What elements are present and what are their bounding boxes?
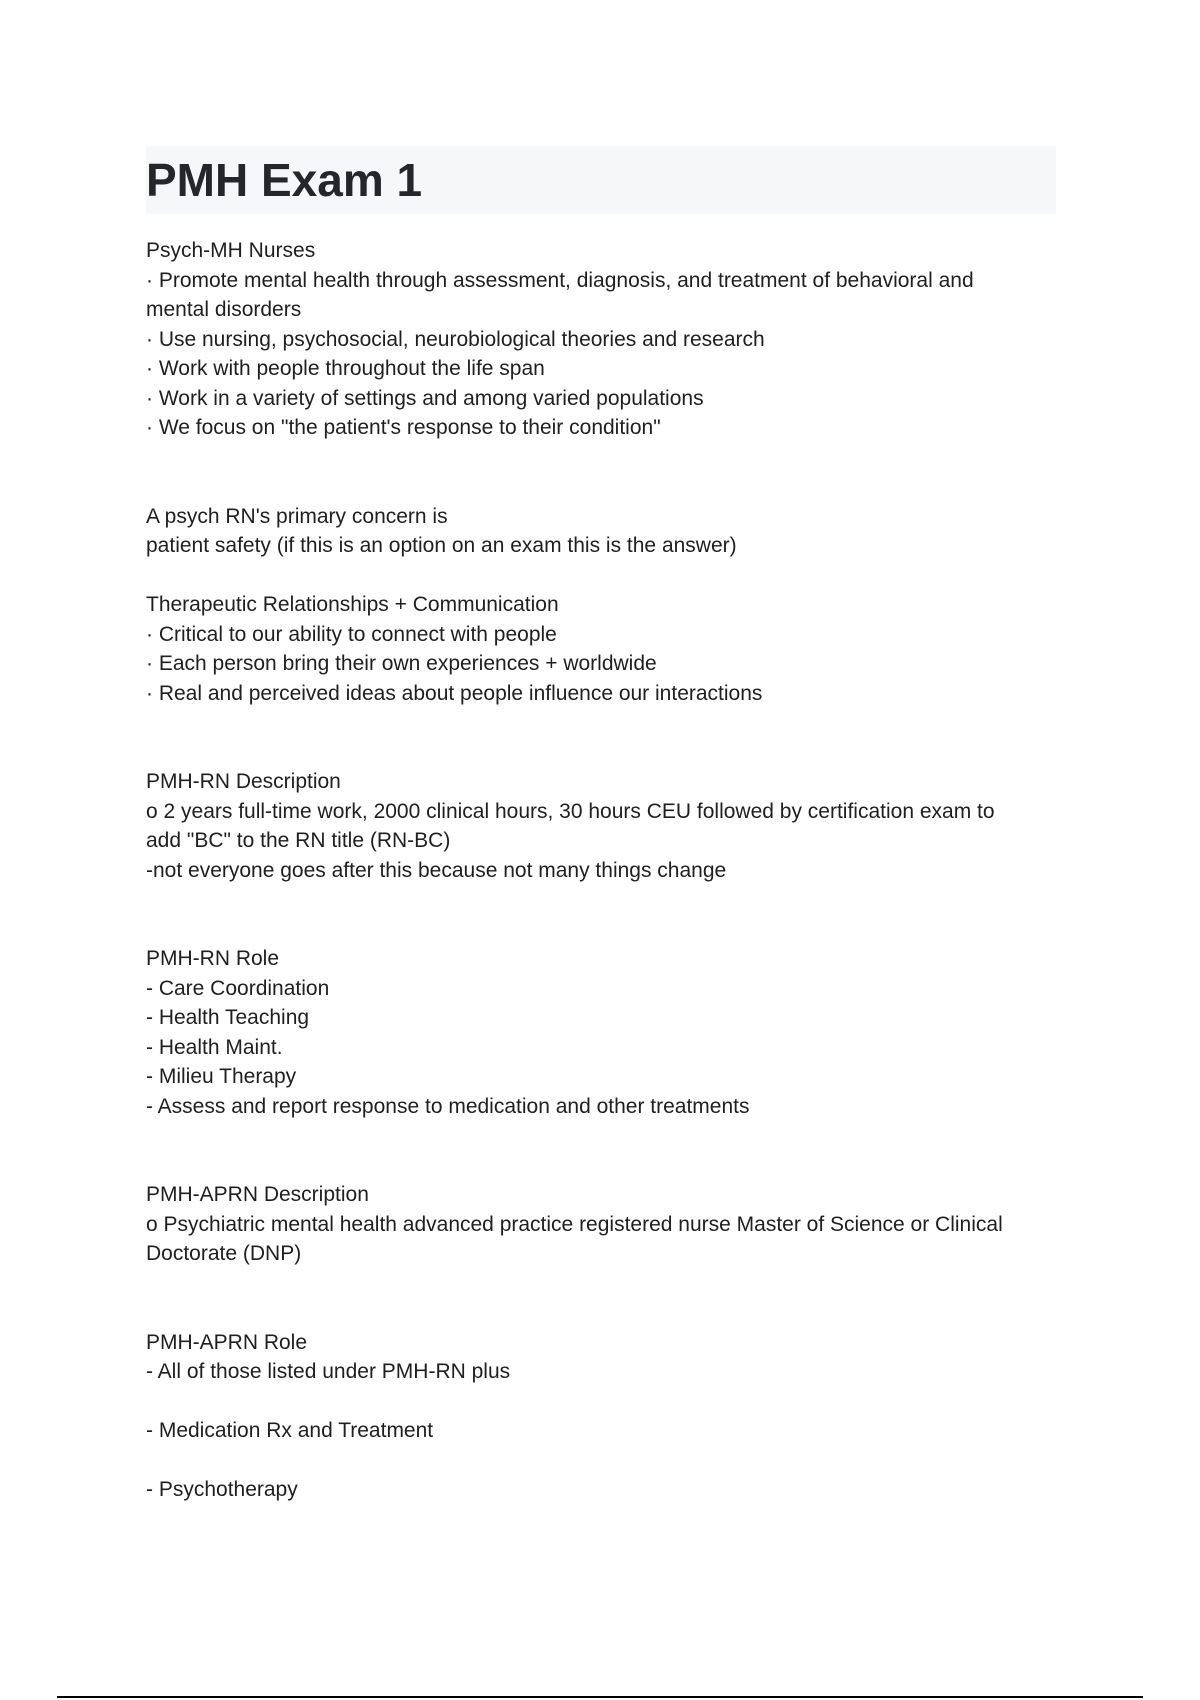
section-heading: PMH-APRN Description [146, 1183, 369, 1206]
bullet-line: · Work in a variety of settings and among varied populations [146, 386, 704, 410]
footer-rule [57, 1696, 1143, 1698]
document-page [146, 146, 1056, 1505]
list-item: - Milieu Therapy [146, 1065, 297, 1088]
body-line: -not everyone goes after this because not many things change [146, 858, 727, 882]
list-item: - Care Coordination [146, 976, 330, 1000]
section-heading: Therapeutic Relationships + Communication [146, 593, 559, 616]
bullet-line: · We focus on "the patient's response to their condition" [146, 416, 661, 439]
list-item: - Health Maint. [146, 1035, 283, 1059]
title-banner [146, 146, 1056, 214]
section-pmh-rn-description [146, 767, 1056, 885]
bullet-line: · Each person bring their own experiences + worldwide [146, 652, 657, 675]
section-pmh-rn-role [146, 944, 1056, 1121]
body-line: o 2 years full-time work, 2000 clinical hours, 30 hours CEU followed by certification exam to [146, 799, 995, 823]
section-psych-mh-nurses [146, 236, 1056, 443]
list-item: - Assess and report response to medication and other treatments [146, 1094, 750, 1118]
bullet-line: · Work with people throughout the life span [146, 357, 545, 380]
section-pmh-aprn-role [146, 1328, 1056, 1505]
blank-line [146, 1387, 1056, 1417]
bullet-line: · Promote mental health through assessment, diagnosis, and treatment of behavioral and [146, 268, 974, 292]
bullet-line: · Critical to our ability to connect with people [146, 622, 557, 646]
section-therapeutic-relationships [146, 590, 1056, 708]
body-line: add "BC" to the RN title (RN-BC) [146, 829, 451, 852]
section-heading: A psych RN's primary concern is [146, 504, 448, 528]
bullet-line: mental disorders [146, 298, 302, 321]
body-line: Doctorate (DNP) [146, 1242, 302, 1265]
section-heading: PMH-RN Role [146, 947, 280, 970]
blank-line [146, 1446, 1056, 1476]
list-item: - All of those listed under PMH-RN plus [146, 1360, 511, 1383]
body-line: o Psychiatric mental health advanced practice registered nurse Master of Science or Clinical [146, 1212, 1003, 1236]
section-pmh-aprn-description [146, 1180, 1056, 1269]
page-title: PMH Exam 1 [146, 154, 423, 206]
bullet-line: · Real and perceived ideas about people influence our interactions [146, 681, 763, 705]
section-primary-concern [146, 502, 1056, 561]
section-heading: Psych-MH Nurses [146, 239, 316, 262]
list-item: - Psychotherapy [146, 1478, 298, 1501]
section-heading: PMH-APRN Role [146, 1330, 308, 1354]
bullet-line: · Use nursing, psychosocial, neurobiological theories and research [146, 327, 765, 351]
list-item: - Medication Rx and Treatment [146, 1419, 434, 1442]
body-line: patient safety (if this is an option on an exam this is the answer) [146, 534, 737, 557]
section-heading: PMH-RN Description [146, 770, 341, 793]
list-item: - Health Teaching [146, 1006, 310, 1029]
